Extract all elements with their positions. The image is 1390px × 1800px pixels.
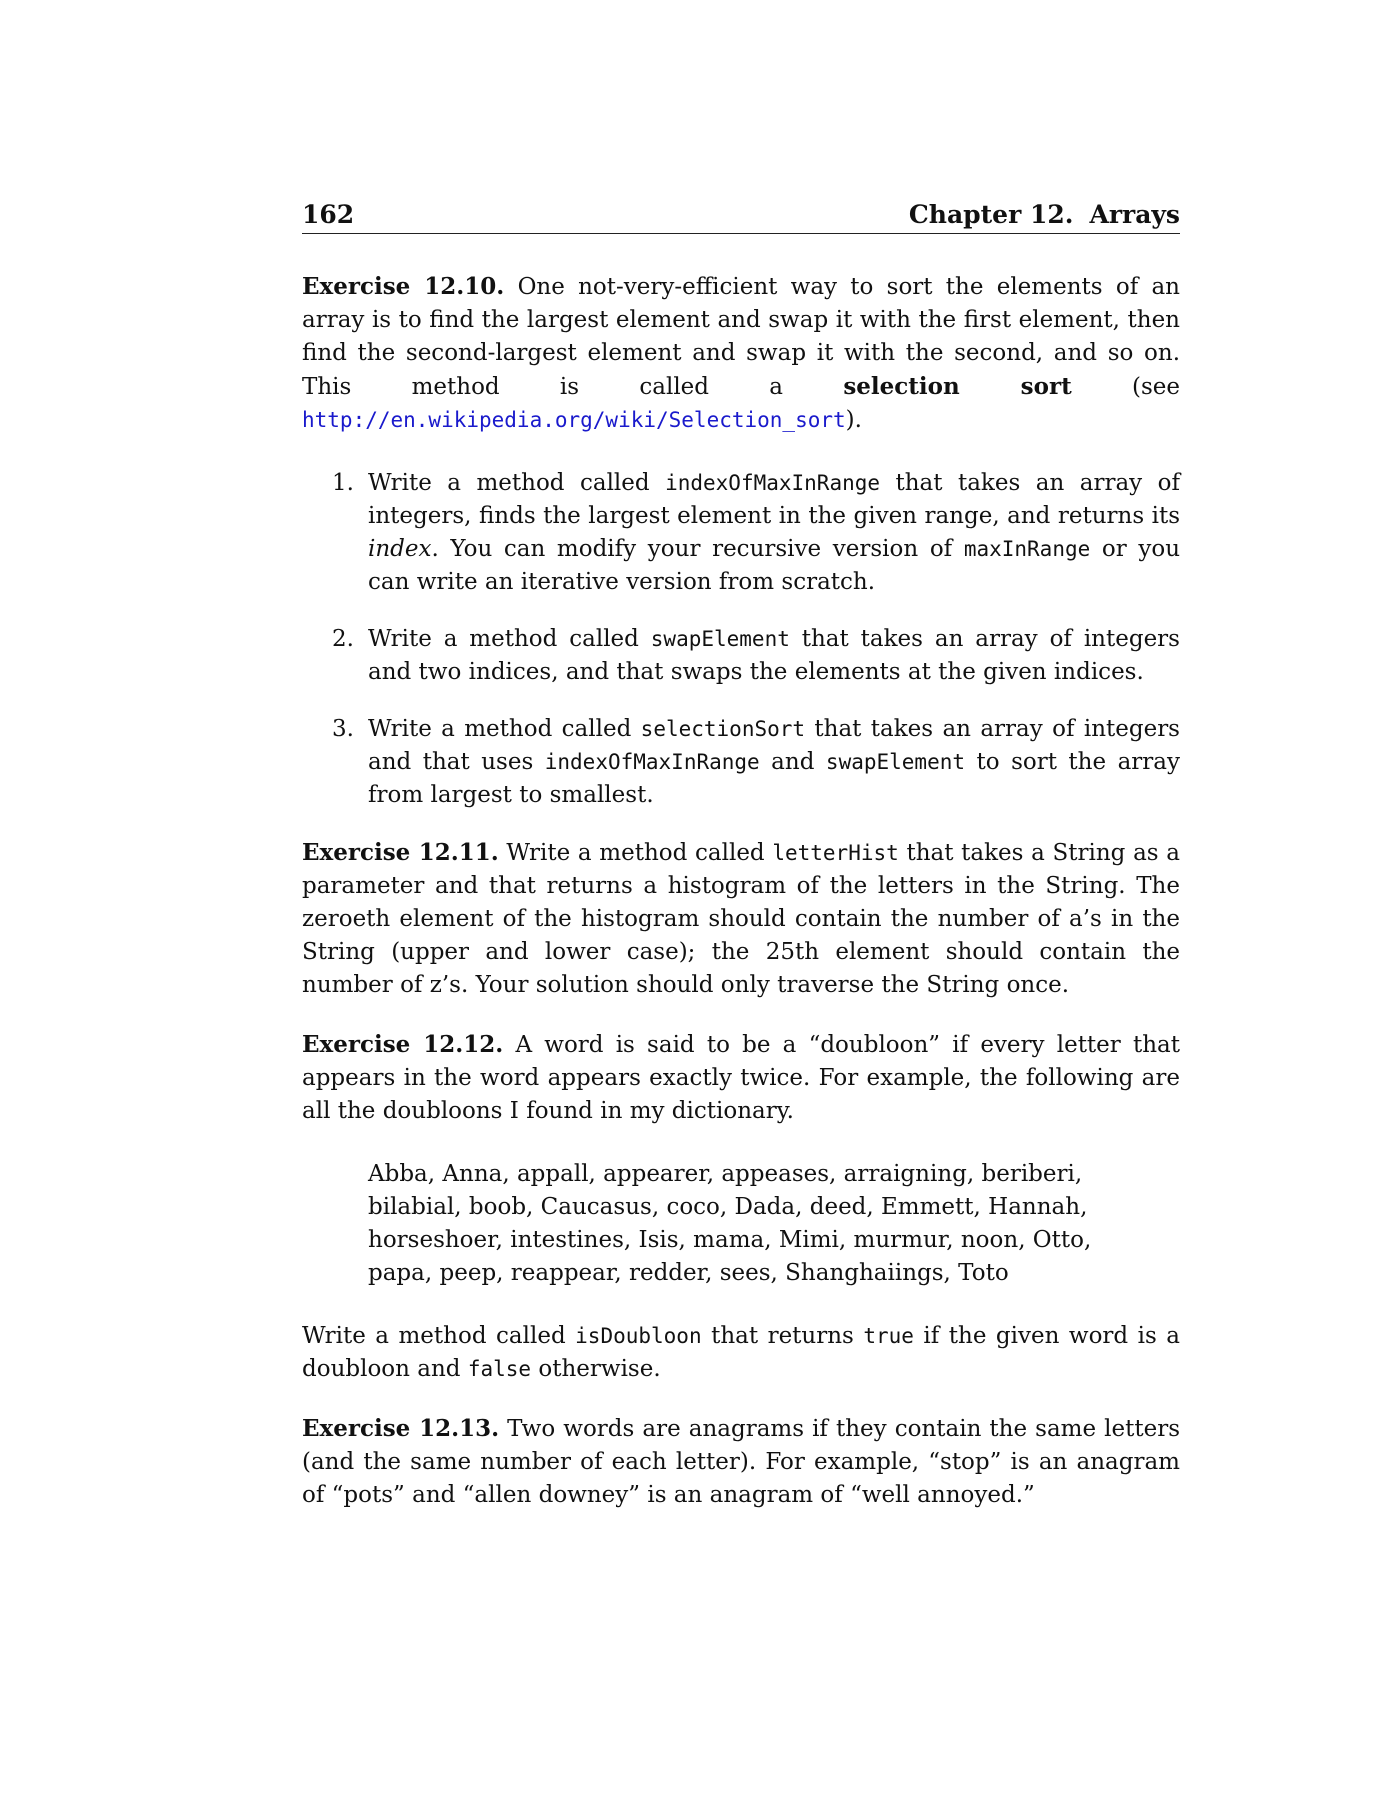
item-text: Write a method called (368, 716, 641, 742)
wikipedia-link[interactable]: http://en.wikipedia.org/wiki/Selection_sort (302, 408, 846, 432)
chapter-heading (909, 200, 1180, 229)
page-number: 162 (302, 200, 355, 229)
exercise-text: that takes a String as a parameter and that returns a histogram of the letters in the String. The zeroeth element of the histogram should contain the number of a’s in the String (upper and lower case); the 25th element should contain the number of z’s. Your solution should only traverse the String once. (302, 840, 1180, 998)
code-identifier: maxInRange (963, 537, 1091, 561)
exercise-text: if the given word is a doubloon and (302, 1323, 1180, 1382)
code-identifier: swapElement (825, 750, 965, 774)
exercise-12-12-label: Exercise 12.12. (302, 1031, 504, 1058)
exercise-12-10-intro (302, 270, 1180, 437)
chapter-title: Arrays (1089, 200, 1180, 229)
running-header (302, 200, 1180, 234)
item-text: that takes an array of integers and two indices, and that swaps the elements at the given indices. (368, 626, 1180, 685)
exercise-text: A word is said to be a “doubloon” if every letter that appears in the word appears exactly twice. For example, the following are all the doubloons I found in my dictionary. (302, 1032, 1180, 1124)
code-identifier: isDoubloon (575, 1324, 702, 1348)
list-item (302, 623, 1180, 689)
list-number: 1. (332, 470, 354, 496)
exercise-text: Write a method called (302, 1323, 576, 1349)
item-text: to sort the array from largest to smallest. (368, 749, 1180, 808)
list-item (302, 467, 1180, 599)
item-text: Write a method called (368, 626, 651, 652)
exercise-text: otherwise. (531, 1356, 661, 1382)
code-identifier: true (863, 1324, 914, 1348)
emphasis: index (368, 536, 432, 562)
exercise-12-11-label: Exercise 12.11. (302, 839, 499, 866)
item-text: . You can modify your recursive version of (431, 536, 964, 562)
exercise-12-13-label: Exercise 12.13. (302, 1415, 500, 1442)
item-text: Write a method called (368, 470, 666, 496)
doubloon-word-list: Abba, Anna, appall, appearer, appeases, arraigning, beriberi, bilabial, boob, Caucasus, coco, Dada, deed, Emmett, Hannah, horseshoer, intestines, Isis, mama, Mimi, murmur, noon, Otto, papa, peep, reappear, redder, sees, Shanghaiings, Toto (368, 1161, 1092, 1286)
list-number: 2. (332, 626, 354, 652)
code-identifier: indexOfMaxInRange (665, 471, 881, 495)
exercise-12-12 (302, 1028, 1180, 1128)
exercise-12-12-task (302, 1320, 1180, 1386)
exercise-text: Write a method called (498, 840, 773, 866)
code-identifier: false (467, 1357, 532, 1381)
exercise-12-10-steps (302, 467, 1180, 812)
exercise-12-11 (302, 836, 1180, 1002)
exercise-text: ). (845, 407, 862, 433)
item-text: or you can write an iterative version from scratch. (368, 536, 1181, 595)
exercise-12-13 (302, 1412, 1180, 1512)
code-identifier: swapElement (650, 627, 790, 651)
item-text: and (759, 749, 826, 775)
book-page (302, 200, 1180, 1512)
exercise-text: (see (1071, 374, 1181, 400)
exercise-text: Two words are anagrams if they contain the same letters (and the same number of each letter). For example, “stop” is an anagram of “pots” and “allen downey” is an anagram of “well annoyed.” (302, 1416, 1181, 1508)
code-identifier: letterHist (772, 841, 899, 865)
exercise-text: One not-very-efficient way to sort the elements of an array is to find the largest element and swap it with the first element, then find the second-largest element and swap it with the second, and so on. This method is called a (302, 274, 1180, 400)
item-text: that takes an array of integers, finds the largest element in the given range, and returns its (368, 470, 1180, 529)
exercise-text: that returns (701, 1323, 864, 1349)
item-text: that takes an array of integers and that uses (368, 716, 1180, 775)
chapter-number: Chapter 12. (908, 200, 1074, 229)
code-identifier: indexOfMaxInRange (544, 750, 760, 774)
code-identifier: selectionSort (640, 717, 806, 741)
list-number: 3. (332, 716, 354, 742)
selection-sort-term: selection sort (843, 373, 1072, 400)
list-item (302, 713, 1180, 812)
exercise-12-10-label: Exercise 12.10. (302, 273, 505, 300)
